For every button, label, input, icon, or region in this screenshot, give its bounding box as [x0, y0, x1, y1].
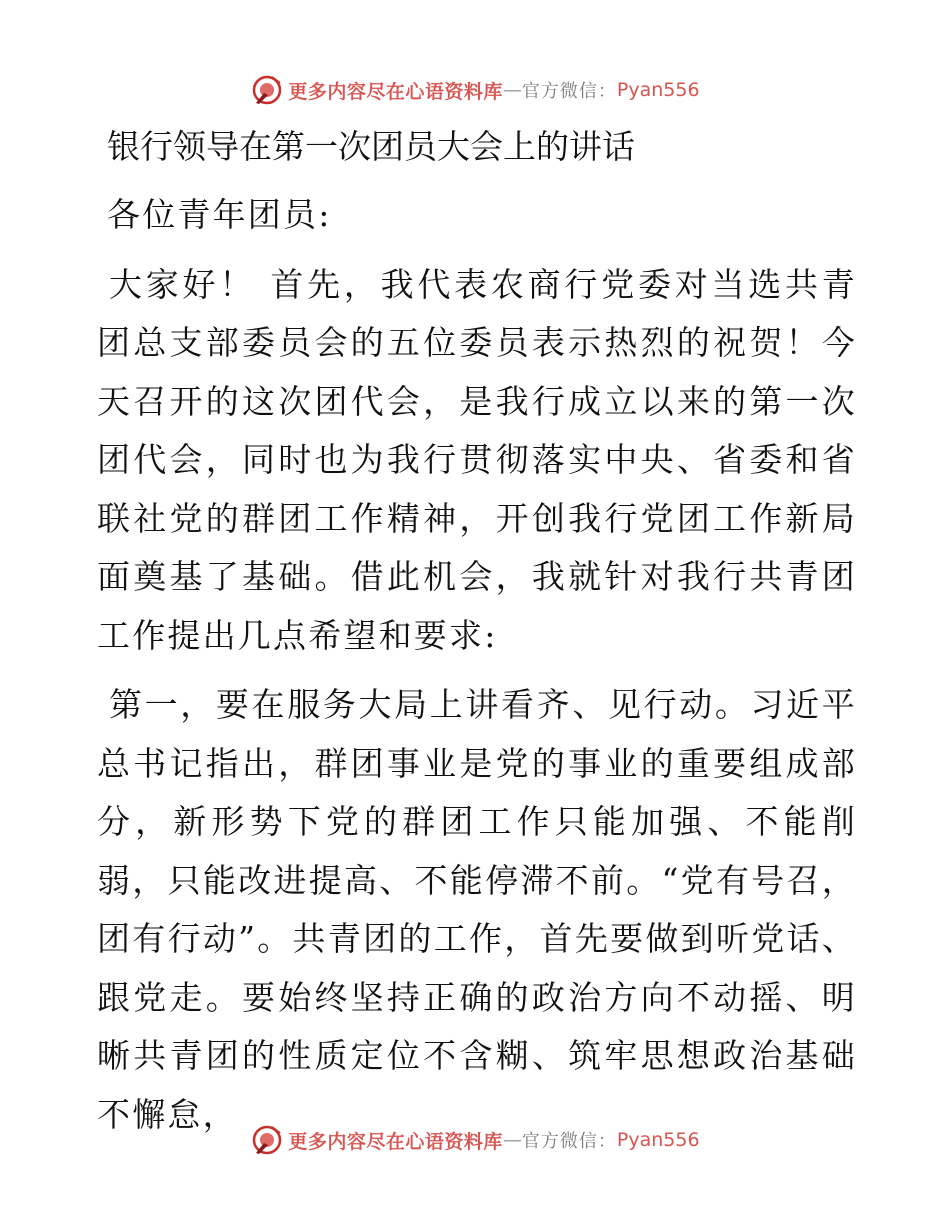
paragraph: 大家好！ 首先，我代表农商行党委对当选共青团总支部委员会的五位委员表示热烈的祝贺！今天召开的这次团代会，是我行成立以来的第一次团代会，同时也为我行贯彻落实中央、省委和省联社党的群团工作精神，开创我行党团工作新局面奠基了基础。借此机会，我就针对我行共青团工作提出几点希望和要求:	[97, 264, 857, 655]
watermark-wechat-label: 官方微信：	[521, 81, 617, 102]
watermark-banner-top	[0, 70, 950, 110]
watermark-separator: —	[502, 1129, 522, 1151]
salutation: 各位青年团员:	[107, 195, 332, 234]
watermark-separator: —	[502, 79, 522, 101]
watermark-wechat-id: Pyan556	[616, 79, 700, 101]
watermark-banner-bottom	[0, 1120, 950, 1160]
document-body	[97, 118, 857, 1144]
watermark-main-text: 更多内容尽在心语资料库	[288, 1130, 503, 1153]
paragraph: 第一，要在服务大局上讲看齐、见行动。习近平总书记指出，群团事业是党的事业的重要组成部分，新形势下党的群团工作只能加强、不能削弱，只能改进提高、不能停滞不前。“党有号召，团有行动”。共青团的工作，首先要做到听党话、跟党走。要始终坚持正确的政治方向不动摇、明晰共青团的性质定位不含糊、筑牢思想政治基础不懈怠，	[97, 685, 857, 1134]
document-title: 银行领导在第一次团员大会上的讲话	[107, 127, 635, 166]
pen-logo-icon	[250, 73, 284, 107]
watermark-main-text: 更多内容尽在心语资料库	[288, 80, 503, 103]
watermark-wechat-id: Pyan556	[616, 1129, 700, 1151]
watermark-wechat-label: 官方微信：	[521, 1131, 617, 1152]
pen-logo-icon	[250, 1123, 284, 1157]
